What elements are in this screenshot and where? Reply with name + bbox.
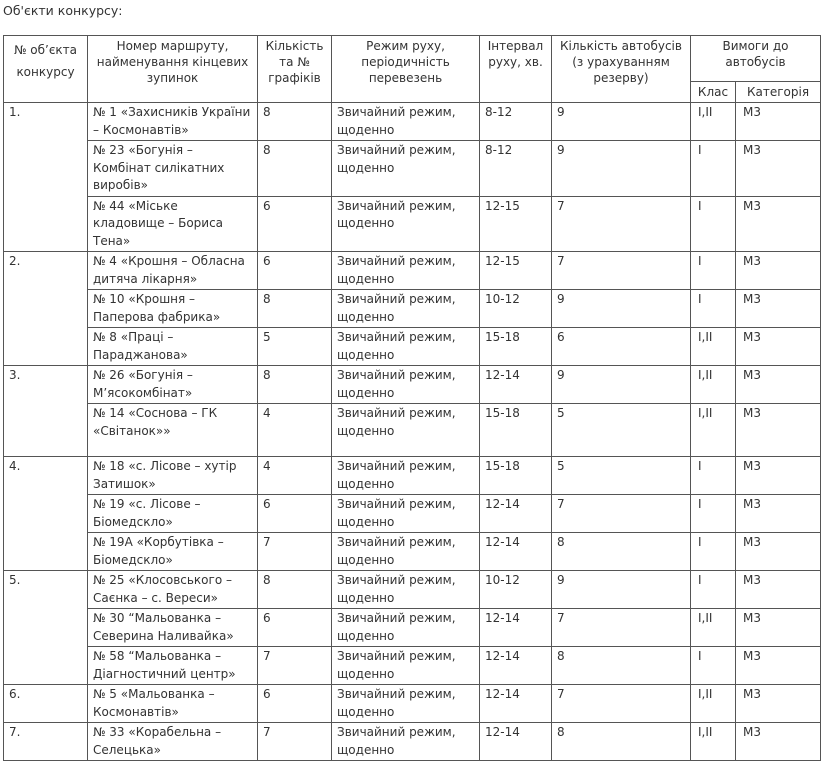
category-cell: М3: [736, 290, 821, 328]
routes-table: [3, 35, 821, 761]
mode-cell: Звичайний режим, щоденно: [332, 685, 480, 723]
buses-cell: 8: [552, 723, 691, 761]
route-cell: № 14 «Соснова – ГК «Світанок»»: [88, 404, 258, 457]
class-cell: I: [691, 533, 736, 571]
interval-cell: 15-18: [480, 457, 552, 495]
category-cell: М3: [736, 457, 821, 495]
buses-cell: 8: [552, 647, 691, 685]
class-cell: I,II: [691, 328, 736, 366]
schedules-cell: 4: [258, 404, 332, 457]
buses-cell: 9: [552, 141, 691, 197]
table-row: [4, 495, 821, 533]
interval-cell: 12-15: [480, 196, 552, 252]
header-schedules: Кількість та № графіків: [258, 36, 332, 103]
object-number-cell: 2.: [4, 252, 88, 366]
schedules-cell: 8: [258, 571, 332, 609]
class-cell: I: [691, 495, 736, 533]
interval-cell: 12-14: [480, 533, 552, 571]
route-cell: № 33 «Корабельна – Селецька»: [88, 723, 258, 761]
class-cell: I: [691, 196, 736, 252]
class-cell: I,II: [691, 723, 736, 761]
route-cell: № 18 «с. Лісове – хутір Затишок»: [88, 457, 258, 495]
interval-cell: 12-14: [480, 647, 552, 685]
schedules-cell: 6: [258, 252, 332, 290]
category-cell: М3: [736, 723, 821, 761]
interval-cell: 12-14: [480, 609, 552, 647]
table-row: [4, 141, 821, 197]
interval-cell: 10-12: [480, 571, 552, 609]
category-cell: М3: [736, 533, 821, 571]
class-cell: I,II: [691, 609, 736, 647]
route-cell: № 44 «Міське кладовище – Бориса Тена»: [88, 196, 258, 252]
route-cell: № 26 «Богунія – М’ясокомбінат»: [88, 366, 258, 404]
schedules-cell: 7: [258, 723, 332, 761]
header-buses: Кількість автобусів (з урахуванням резерву): [552, 36, 691, 103]
class-cell: I: [691, 141, 736, 197]
object-number-cell: 1.: [4, 103, 88, 252]
route-cell: № 58 “Мальованка – Діагностичний центр»: [88, 647, 258, 685]
category-cell: М3: [736, 609, 821, 647]
table-row: [4, 723, 821, 761]
mode-cell: Звичайний режим, щоденно: [332, 571, 480, 609]
category-cell: М3: [736, 103, 821, 141]
class-cell: I,II: [691, 103, 736, 141]
class-cell: I,II: [691, 685, 736, 723]
buses-cell: 5: [552, 404, 691, 457]
interval-cell: 12-15: [480, 252, 552, 290]
mode-cell: Звичайний режим, щоденно: [332, 495, 480, 533]
interval-cell: 12-14: [480, 366, 552, 404]
schedules-cell: 4: [258, 457, 332, 495]
header-mode: Режим руху, періодичність перевезень: [332, 36, 480, 103]
route-cell: № 23 «Богунія – Комбінат силікатних виробів»: [88, 141, 258, 197]
mode-cell: Звичайний режим, щоденно: [332, 404, 480, 457]
header-class: Клас: [691, 82, 736, 103]
route-cell: № 1 «Захисників України – Космонавтів»: [88, 103, 258, 141]
class-cell: I: [691, 457, 736, 495]
table-row: [4, 103, 821, 141]
buses-cell: 5: [552, 457, 691, 495]
buses-cell: 9: [552, 103, 691, 141]
interval-cell: 8-12: [480, 103, 552, 141]
table-row: [4, 647, 821, 685]
category-cell: М3: [736, 685, 821, 723]
schedules-cell: 8: [258, 141, 332, 197]
schedules-cell: 6: [258, 609, 332, 647]
route-cell: № 19А «Корбутівка – Біомедскло»: [88, 533, 258, 571]
mode-cell: Звичайний режим, щоденно: [332, 457, 480, 495]
category-cell: М3: [736, 366, 821, 404]
object-number-cell: 5.: [4, 571, 88, 685]
buses-cell: 6: [552, 328, 691, 366]
buses-cell: 7: [552, 495, 691, 533]
category-cell: М3: [736, 571, 821, 609]
class-cell: I: [691, 647, 736, 685]
interval-cell: 15-18: [480, 404, 552, 457]
buses-cell: 7: [552, 252, 691, 290]
class-cell: I: [691, 290, 736, 328]
header-obj-no: № об’єкта конкурсу: [4, 36, 88, 103]
interval-cell: 12-14: [480, 495, 552, 533]
route-cell: № 19 «с. Лісове – Біомедскло»: [88, 495, 258, 533]
interval-cell: 12-14: [480, 723, 552, 761]
class-cell: I,II: [691, 404, 736, 457]
mode-cell: Звичайний режим, щоденно: [332, 533, 480, 571]
schedules-cell: 8: [258, 290, 332, 328]
class-cell: I: [691, 571, 736, 609]
category-cell: М3: [736, 495, 821, 533]
category-cell: М3: [736, 647, 821, 685]
buses-cell: 7: [552, 196, 691, 252]
mode-cell: Звичайний режим, щоденно: [332, 252, 480, 290]
mode-cell: Звичайний режим, щоденно: [332, 290, 480, 328]
table-row: [4, 290, 821, 328]
header-route: Номер маршруту, найменування кінцевих зупинок: [88, 36, 258, 103]
buses-cell: 9: [552, 366, 691, 404]
table-header: [4, 36, 821, 103]
buses-cell: 9: [552, 571, 691, 609]
mode-cell: Звичайний режим, щоденно: [332, 141, 480, 197]
table-row: [4, 196, 821, 252]
object-number-cell: 6.: [4, 685, 88, 723]
route-cell: № 30 “Мальованка – Северина Наливайка»: [88, 609, 258, 647]
header-category: Категорія: [736, 82, 821, 103]
object-number-cell: 4.: [4, 457, 88, 571]
table-row: [4, 404, 821, 457]
category-cell: М3: [736, 252, 821, 290]
schedules-cell: 7: [258, 647, 332, 685]
mode-cell: Звичайний режим, щоденно: [332, 366, 480, 404]
schedules-cell: 8: [258, 103, 332, 141]
schedules-cell: 8: [258, 366, 332, 404]
table-body: [4, 103, 821, 761]
schedules-cell: 6: [258, 495, 332, 533]
mode-cell: Звичайний режим, щоденно: [332, 723, 480, 761]
table-row: [4, 533, 821, 571]
interval-cell: 10-12: [480, 290, 552, 328]
buses-cell: 9: [552, 290, 691, 328]
object-number-cell: 7.: [4, 723, 88, 761]
intro-text: Об'єкти конкурсу:: [3, 3, 123, 18]
mode-cell: Звичайний режим, щоденно: [332, 328, 480, 366]
buses-cell: 7: [552, 685, 691, 723]
table-row: [4, 685, 821, 723]
mode-cell: Звичайний режим, щоденно: [332, 609, 480, 647]
mode-cell: Звичайний режим, щоденно: [332, 196, 480, 252]
table-row: [4, 609, 821, 647]
interval-cell: 12-14: [480, 685, 552, 723]
category-cell: М3: [736, 328, 821, 366]
table-row: [4, 457, 821, 495]
buses-cell: 8: [552, 533, 691, 571]
schedules-cell: 7: [258, 533, 332, 571]
table-row: [4, 571, 821, 609]
route-cell: № 8 «Праці – Параджанова»: [88, 328, 258, 366]
class-cell: I: [691, 252, 736, 290]
buses-cell: 7: [552, 609, 691, 647]
route-cell: № 25 «Клосовського – Саєнка – с. Вереси»: [88, 571, 258, 609]
category-cell: М3: [736, 196, 821, 252]
interval-cell: 8-12: [480, 141, 552, 197]
schedules-cell: 6: [258, 196, 332, 252]
mode-cell: Звичайний режим, щоденно: [332, 103, 480, 141]
header-interval: Інтервал руху, хв.: [480, 36, 552, 103]
category-cell: М3: [736, 404, 821, 457]
route-cell: № 10 «Крошня – Паперова фабрика»: [88, 290, 258, 328]
table-row: [4, 328, 821, 366]
schedules-cell: 6: [258, 685, 332, 723]
mode-cell: Звичайний режим, щоденно: [332, 647, 480, 685]
interval-cell: 15-18: [480, 328, 552, 366]
class-cell: I,II: [691, 366, 736, 404]
route-cell: № 4 «Крошня – Обласна дитяча лікарня»: [88, 252, 258, 290]
header-requirements: Вимоги до автобусів: [691, 36, 821, 82]
table-row: [4, 252, 821, 290]
schedules-cell: 5: [258, 328, 332, 366]
table-row: [4, 366, 821, 404]
route-cell: № 5 «Мальованка – Космонавтів»: [88, 685, 258, 723]
object-number-cell: 3.: [4, 366, 88, 457]
category-cell: М3: [736, 141, 821, 197]
